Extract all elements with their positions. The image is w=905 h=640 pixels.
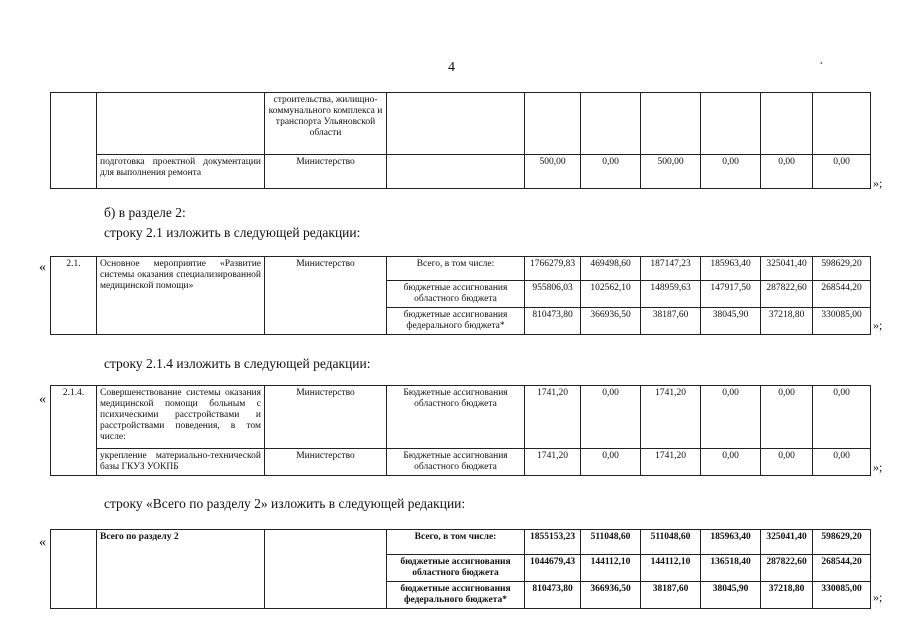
section-b-instruction: строку 2.1 изложить в следующей редакции: — [104, 225, 361, 240]
cell-activity: Совершенствование системы оказания медицинской помощи больным с психическими расстройствами и расстройствами поведения, в том числе: — [97, 386, 265, 449]
value-cell: 1766279,83 — [525, 257, 581, 281]
cell-executor: Министерство — [265, 155, 387, 189]
value-cell: 0,00 — [701, 155, 761, 189]
value-cell: 268544,20 — [813, 555, 871, 582]
value-cell: 500,00 — [641, 155, 701, 189]
closing-quote: »; — [873, 176, 883, 190]
closing-quote: »; — [873, 590, 883, 604]
cell-source: бюджетные ассигнования федерального бюджета* — [387, 582, 525, 609]
row-number: 2.1. — [51, 257, 97, 335]
value-cell: 0,00 — [701, 449, 761, 476]
closing-quote: »; — [873, 318, 883, 332]
value-cell: 325041,40 — [761, 257, 813, 281]
corner-mark: ˛ — [820, 54, 824, 65]
section-2-1-4-instruction: строку 2.1.4 изложить в следующей редакции: — [104, 356, 371, 371]
value-cell: 1741,20 — [525, 386, 581, 449]
value-cell: 102562,10 — [581, 281, 641, 308]
value-cell: 0,00 — [813, 386, 871, 449]
value-cell: 325041,40 — [761, 530, 813, 555]
value-cell: 37218,80 — [761, 582, 813, 609]
cell-executor: Министерство — [265, 449, 387, 476]
value-cell: 366936,50 — [581, 308, 641, 335]
value-cell: 148959,63 — [641, 281, 701, 308]
value-cell: 38045,90 — [701, 308, 761, 335]
value-cell: 330085,00 — [813, 582, 871, 609]
value-cell: 0,00 — [581, 155, 641, 189]
value-cell: 955806,03 — [525, 281, 581, 308]
value-cell: 0,00 — [581, 386, 641, 449]
opening-quote: « — [39, 535, 46, 550]
value-cell: 38187,60 — [641, 308, 701, 335]
value-cell: 0,00 — [761, 386, 813, 449]
value-cell: 38187,60 — [641, 582, 701, 609]
value-cell: 500,00 — [525, 155, 581, 189]
section-total-instruction: строку «Всего по разделу 2» изложить в следующей редакции: — [104, 496, 466, 511]
cell-source: Бюджетные ассигнования областного бюджета — [387, 449, 525, 476]
value-cell: 810473,80 — [525, 308, 581, 335]
table-2-1 — [50, 256, 871, 335]
value-cell: 0,00 — [701, 386, 761, 449]
section-b-heading: б) в разделе 2: — [104, 205, 186, 220]
value-cell: 366936,50 — [581, 582, 641, 609]
opening-quote: « — [39, 260, 46, 275]
value-cell: 1855153,23 — [525, 530, 581, 555]
value-cell: 511048,60 — [581, 530, 641, 555]
value-cell: 0,00 — [761, 449, 813, 476]
value-cell: 330085,00 — [813, 308, 871, 335]
table-2-1-4 — [50, 385, 871, 476]
value-cell: 469498,60 — [581, 257, 641, 281]
cell-activity: Основное мероприятие «Развитие системы оказания специализированной медицинской помощи» — [97, 257, 265, 335]
cell-activity: подготовка проектной документации для выполнения ремонта — [97, 155, 265, 189]
cell-source: бюджетные ассигнования федерального бюджета* — [387, 308, 525, 335]
value-cell: 287822,60 — [761, 281, 813, 308]
cell-executor: Министерство — [265, 257, 387, 335]
value-cell: 268544,20 — [813, 281, 871, 308]
value-cell: 38045,90 — [701, 582, 761, 609]
row-number: 2.1.4. — [51, 386, 97, 476]
cell-activity: укрепление материально-технической базы ГКУЗ УОКПБ — [97, 449, 265, 476]
value-cell: 598629,20 — [813, 257, 871, 281]
cell-source: Всего, в том числе: — [387, 257, 525, 281]
cell-source: Бюджетные ассигнования областного бюджета — [387, 386, 525, 449]
opening-quote: « — [39, 392, 46, 407]
value-cell: 0,00 — [581, 449, 641, 476]
value-cell: 598629,20 — [813, 530, 871, 555]
value-cell: 185963,40 — [701, 257, 761, 281]
page-number: 4 — [448, 60, 455, 75]
value-cell: 511048,60 — [641, 530, 701, 555]
value-cell: 37218,80 — [761, 308, 813, 335]
value-cell: 147917,50 — [701, 281, 761, 308]
value-cell: 0,00 — [813, 449, 871, 476]
value-cell: 0,00 — [761, 155, 813, 189]
value-cell: 185963,40 — [701, 530, 761, 555]
value-cell: 144112,10 — [581, 555, 641, 582]
cell-executor: Министерство — [265, 386, 387, 449]
value-cell: 187147,23 — [641, 257, 701, 281]
value-cell: 1741,20 — [641, 386, 701, 449]
value-cell: 136518,40 — [701, 555, 761, 582]
cell-source: бюджетные ассигнования областного бюджета — [387, 281, 525, 308]
cell-responsible: строительства, жилищно-коммунального комплекса и транспорта Ульяновской области — [265, 93, 387, 155]
cell-source: Всего, в том числе: — [387, 530, 525, 555]
table-total-section-2 — [50, 529, 871, 609]
value-cell: 144112,10 — [641, 555, 701, 582]
closing-quote: »; — [873, 460, 883, 474]
value-cell: 810473,80 — [525, 582, 581, 609]
value-cell: 0,00 — [813, 155, 871, 189]
value-cell: 1741,20 — [525, 449, 581, 476]
table-1 — [50, 92, 871, 189]
value-cell: 287822,60 — [761, 555, 813, 582]
value-cell: 1741,20 — [641, 449, 701, 476]
value-cell: 1044679,43 — [525, 555, 581, 582]
cell-source: бюджетные ассигнования областного бюджета — [387, 555, 525, 582]
cell-total-label: Всего по разделу 2 — [97, 530, 265, 609]
